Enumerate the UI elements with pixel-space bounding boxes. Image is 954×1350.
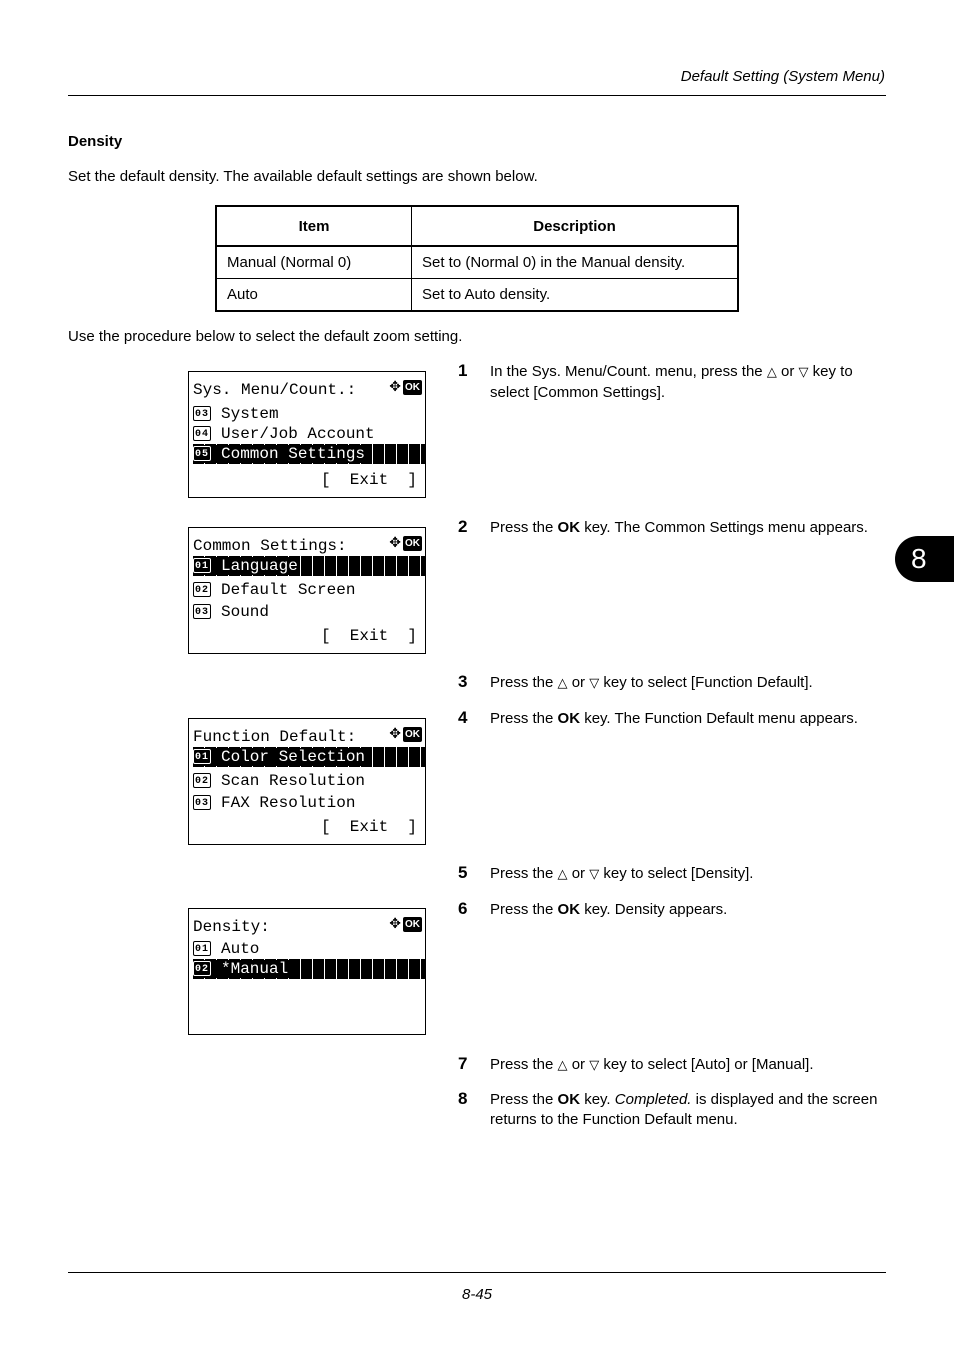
ok-key-icon: OK bbox=[405, 918, 420, 930]
lcd-item-text bbox=[193, 557, 300, 575]
table-row bbox=[216, 279, 738, 312]
ok-key-icon: OK bbox=[405, 728, 420, 740]
step-number: 8 bbox=[458, 1089, 468, 1108]
table-cell: Manual (Normal 0) bbox=[216, 246, 412, 279]
page-number: 8-45 bbox=[461, 1286, 493, 1303]
down-triangle-icon: ▽ bbox=[589, 867, 600, 882]
lcd-menu-item bbox=[193, 404, 425, 424]
lcd-menu-item bbox=[193, 580, 425, 600]
lcd-item-label: *Manual bbox=[221, 960, 289, 978]
step-text-part: key. Density appears. bbox=[580, 901, 728, 918]
lcd-item-number: 05 bbox=[193, 446, 211, 461]
ok-key-icon: OK bbox=[405, 381, 420, 393]
lcd-item-label: Language bbox=[221, 557, 298, 575]
step-text bbox=[490, 709, 886, 729]
density-settings-table bbox=[215, 205, 739, 312]
step-text-part: or bbox=[567, 865, 590, 882]
table-header-row bbox=[216, 206, 738, 246]
step-number: 1 bbox=[458, 361, 468, 380]
step-text bbox=[490, 900, 886, 920]
lcd-item-text bbox=[193, 794, 355, 812]
four-way-arrows-icon: ✥ bbox=[389, 726, 401, 742]
lcd-item-text bbox=[193, 445, 367, 463]
lcd-title: Density: bbox=[193, 918, 270, 936]
up-triangle-icon: △ bbox=[557, 1058, 568, 1073]
four-way-arrows-icon: ✥ bbox=[389, 379, 401, 395]
step-text bbox=[490, 1055, 886, 1076]
step-number: 2 bbox=[458, 517, 468, 536]
lcd-menu-item bbox=[193, 939, 425, 959]
lcd-menu-item bbox=[193, 602, 425, 622]
ok-key-name: OK bbox=[557, 1091, 581, 1108]
table-header-description: Description bbox=[412, 206, 739, 246]
down-triangle-icon: ▽ bbox=[589, 676, 600, 691]
table-row bbox=[216, 246, 738, 279]
step-text-part: or bbox=[776, 363, 799, 380]
footer-rule bbox=[68, 1272, 886, 1273]
lcd-nav-icons bbox=[389, 378, 422, 396]
procedure-intro: Use the procedure below to select the default zoom setting. bbox=[68, 328, 463, 345]
step-number: 3 bbox=[458, 672, 468, 691]
table-header-item: Item bbox=[216, 206, 412, 246]
lcd-title: Function Default: bbox=[193, 728, 357, 746]
lcd-title: Sys. Menu/Count.: bbox=[193, 381, 357, 399]
down-triangle-icon: ▽ bbox=[589, 1058, 600, 1073]
lcd-menu-item bbox=[193, 959, 425, 979]
step-text bbox=[490, 362, 886, 403]
completed-message: Completed. bbox=[614, 1091, 692, 1108]
lcd-screen-common-settings bbox=[188, 527, 426, 654]
step-text-part: key to select [Common Settings]. bbox=[490, 363, 853, 401]
running-header: Default Setting (System Menu) bbox=[680, 68, 885, 85]
lcd-item-text bbox=[193, 405, 279, 423]
step-text bbox=[490, 673, 886, 694]
down-triangle-icon: ▽ bbox=[798, 365, 809, 380]
step-number: 5 bbox=[458, 863, 468, 882]
lcd-menu-item bbox=[193, 793, 425, 813]
step-text bbox=[490, 518, 886, 538]
step-text-part: Press the bbox=[490, 901, 558, 918]
lcd-item-label: Color Selection bbox=[221, 748, 366, 766]
step-text-part: Press the bbox=[490, 674, 558, 691]
lcd-menu-item bbox=[193, 747, 425, 767]
step-text-part: or bbox=[567, 1056, 590, 1073]
section-intro: Set the default density. The available default settings are shown below. bbox=[68, 168, 538, 185]
four-way-arrows-icon: ✥ bbox=[389, 535, 401, 551]
ok-key-icon: OK bbox=[405, 537, 420, 549]
lcd-item-text bbox=[193, 940, 259, 958]
lcd-item-number: 04 bbox=[193, 426, 211, 441]
step-text bbox=[490, 864, 886, 885]
step-text-part: In the Sys. Menu/Count. menu, press the bbox=[490, 363, 767, 380]
lcd-menu-item bbox=[193, 424, 425, 444]
lcd-item-number: 01 bbox=[193, 558, 211, 573]
step-text-part: or bbox=[567, 674, 590, 691]
lcd-item-text bbox=[193, 960, 290, 978]
lcd-menu-item bbox=[193, 771, 425, 791]
ok-key-name: OK bbox=[557, 519, 581, 536]
lcd-item-label: FAX Resolution bbox=[221, 794, 356, 812]
lcd-item-label: User/Job Account bbox=[221, 425, 375, 443]
step-text bbox=[490, 1090, 886, 1130]
lcd-item-text bbox=[193, 603, 269, 621]
table-cell: Set to (Normal 0) in the Manual density. bbox=[412, 246, 739, 279]
step-text-part: Press the bbox=[490, 710, 558, 727]
lcd-item-label: Common Settings bbox=[221, 445, 366, 463]
up-triangle-icon: △ bbox=[557, 867, 568, 882]
lcd-screen-density bbox=[188, 908, 426, 1035]
lcd-screen-sys-menu bbox=[188, 371, 426, 498]
step-text-part: Press the bbox=[490, 1056, 558, 1073]
step-text-part: key to select [Auto] or [Manual]. bbox=[599, 1056, 814, 1073]
step-number: 7 bbox=[458, 1054, 468, 1073]
lcd-nav-icons bbox=[389, 534, 422, 552]
lcd-item-number: 03 bbox=[193, 795, 211, 810]
lcd-item-number: 02 bbox=[193, 961, 211, 976]
lcd-item-text bbox=[193, 748, 367, 766]
step-number: 6 bbox=[458, 899, 468, 918]
lcd-item-text bbox=[193, 425, 375, 443]
up-triangle-icon: △ bbox=[766, 365, 777, 380]
lcd-item-number: 01 bbox=[193, 749, 211, 764]
header-rule bbox=[68, 95, 886, 96]
lcd-exit-softkey: [ Exit ] bbox=[320, 471, 417, 489]
step-text-part: Press the bbox=[490, 519, 558, 536]
lcd-screen-function-default bbox=[188, 718, 426, 845]
lcd-menu-item bbox=[193, 444, 425, 464]
section-title: Density bbox=[68, 133, 123, 150]
lcd-item-label: Scan Resolution bbox=[221, 772, 366, 790]
step-number: 4 bbox=[458, 708, 468, 727]
chapter-tab: 8 bbox=[895, 536, 954, 582]
lcd-item-number: 01 bbox=[193, 941, 211, 956]
ok-key-name: OK bbox=[557, 901, 581, 918]
lcd-item-text bbox=[193, 772, 365, 790]
table-cell: Set to Auto density. bbox=[412, 279, 739, 312]
lcd-nav-icons bbox=[389, 915, 422, 933]
up-triangle-icon: △ bbox=[557, 676, 568, 691]
lcd-item-number: 02 bbox=[193, 582, 211, 597]
lcd-item-label: Auto bbox=[221, 940, 260, 958]
step-text-part: key. bbox=[580, 1091, 615, 1108]
lcd-item-number: 03 bbox=[193, 604, 211, 619]
four-way-arrows-icon: ✥ bbox=[389, 916, 401, 932]
lcd-item-number: 03 bbox=[193, 406, 211, 421]
lcd-item-label: Default Screen bbox=[221, 581, 356, 599]
table-cell: Auto bbox=[216, 279, 412, 312]
lcd-menu-item bbox=[193, 556, 425, 576]
step-text-part: key. The Function Default menu appears. bbox=[580, 710, 858, 727]
lcd-title: Common Settings: bbox=[193, 537, 347, 555]
step-text-part: Press the bbox=[490, 865, 558, 882]
step-text-part: Press the bbox=[490, 1091, 558, 1108]
step-text-part: key to select [Density]. bbox=[599, 865, 754, 882]
lcd-exit-softkey: [ Exit ] bbox=[320, 818, 417, 836]
step-text-part: key to select [Function Default]. bbox=[599, 674, 813, 691]
lcd-nav-icons bbox=[389, 725, 422, 743]
ok-key-name: OK bbox=[557, 710, 581, 727]
step-text-part: key. The Common Settings menu appears. bbox=[580, 519, 868, 536]
lcd-item-label: Sound bbox=[221, 603, 270, 621]
lcd-item-label: System bbox=[221, 405, 279, 423]
lcd-exit-softkey: [ Exit ] bbox=[320, 627, 417, 645]
step-text-part: is displayed and the screen returns to the Function Default menu. bbox=[490, 1091, 878, 1128]
lcd-item-number: 02 bbox=[193, 773, 211, 788]
lcd-item-text bbox=[193, 581, 355, 599]
